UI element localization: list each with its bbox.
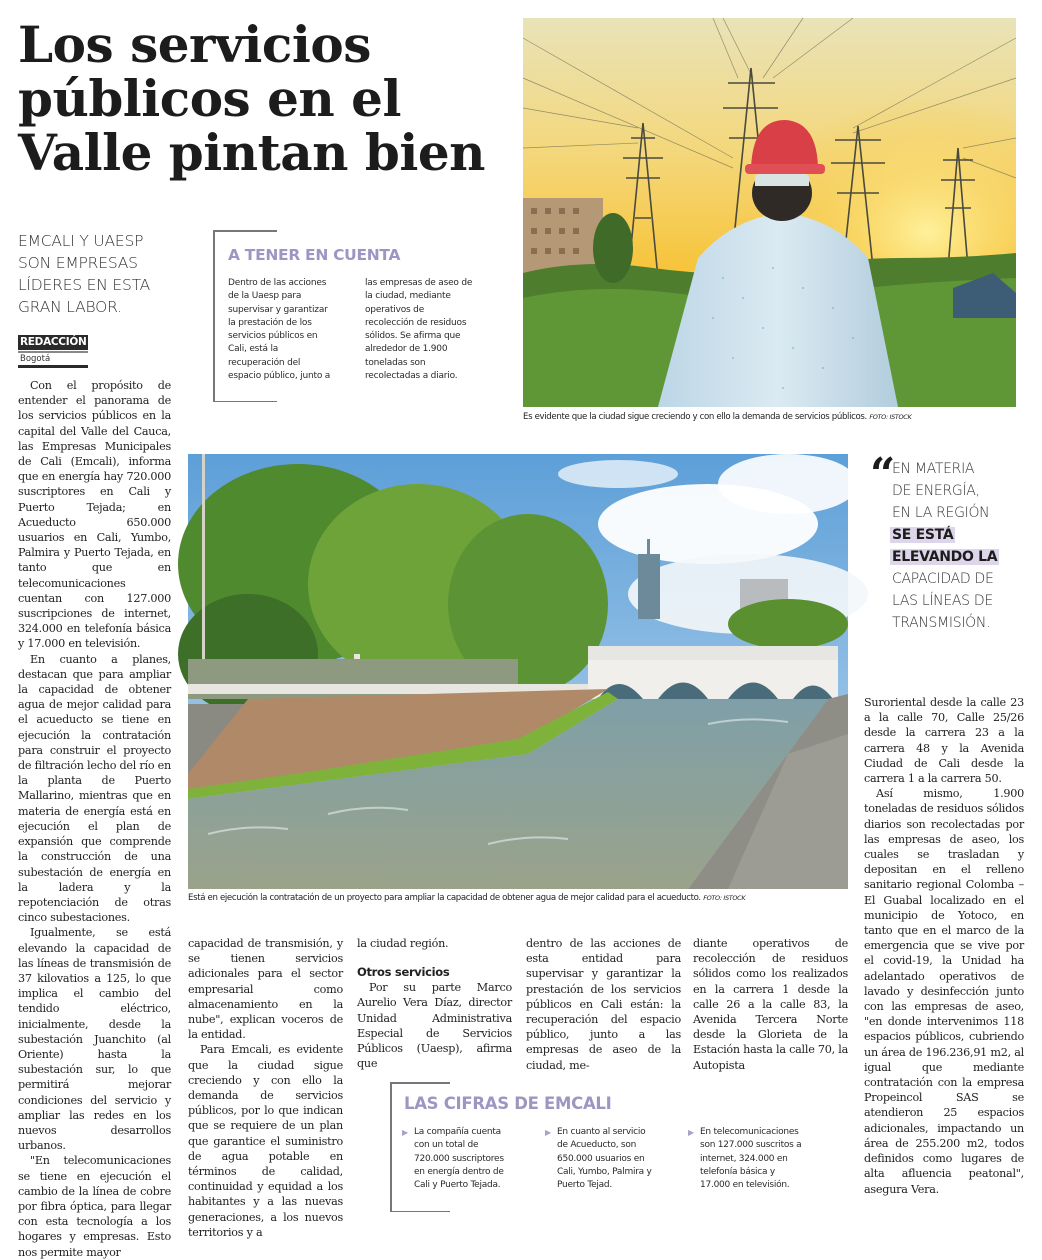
photo-illustration	[523, 18, 1016, 407]
info-box-line: las empresas de aseo de	[365, 278, 473, 288]
body-paragraph: "En telecomunicaciones se tiene en ejecución el cambio de la línea de cobre por fibra óptica, para llegar con esta tecnología a los hogares y empresas. Esto nos permite mayor	[18, 1154, 171, 1259]
info-box-line: supervisar y garantizar	[228, 304, 328, 315]
stat-line: de Acueducto, son	[557, 1140, 637, 1151]
box-border	[390, 1211, 450, 1213]
subheadline-line: EMCALI Y UAESP	[18, 232, 144, 250]
body-paragraph: Así mismo, 1.900 toneladas de residuos sólidos diarios son recolectadas por las empresas de aseo, los cuales se trasladan y depositan en el relleno sanitario regional Colomba – El Guabal localizado en el municipio de Yotoco, en tanto que en el marco de la emergencia que se vive por el covid-19, la Unidad ha adelantado operativos de lavado y desinfección junto con las empresas de aseo, "en donde intervenimos 118 espacios públicos, cubriendo un área de 196.236,91 m2, al igual que mediante contratación con la empresa Propeincol SAS se atendieron 25 espacios adicionales, impactando un área de 255.200 m2, todos definidos como lugares de alta afluencia peatonal", asegura Vera.	[864, 787, 1024, 1196]
stat-item	[688, 1126, 831, 1192]
stat-line: En cuanto al servicio	[557, 1127, 646, 1137]
stat-line: internet, 324.000 en	[700, 1153, 788, 1164]
byline-divider	[18, 365, 88, 368]
photo-caption	[523, 411, 911, 423]
pull-quote-highlight: ELEVANDO LA	[892, 549, 998, 565]
info-box-line: sólidos. Se afirma que	[365, 331, 461, 342]
info-box-line: la ciudad, mediante	[365, 291, 451, 302]
caption-text: Es evidente que la ciudad sigue creciendo y con ello la demanda de servicios públicos.	[523, 412, 867, 422]
info-box-line: toneladas son	[365, 357, 426, 368]
stat-line: 17.000 en televisión.	[700, 1180, 790, 1191]
pull-quote-line: EN LA REGIÓN	[892, 505, 990, 521]
subheadline	[18, 230, 193, 318]
stat-line: Cali, Yumbo, Palmira y	[557, 1166, 652, 1177]
stat-item	[545, 1126, 688, 1192]
body-column-2	[188, 936, 343, 1240]
body-paragraph: Suroriental desde la calle 23 a la calle 70, Calle 25/26 desde la carrera 23 a la carrera 48 y la Avenida Ciudad de Cali desde la carrera 1 a la carrera 50.	[864, 696, 1024, 786]
info-box-line: operativos de	[365, 304, 425, 315]
headline	[18, 15, 518, 182]
box-border	[213, 401, 277, 403]
byline-author: REDACCIÓN	[20, 336, 87, 348]
triangle-right-icon: ▶	[402, 1128, 409, 1137]
headline-line: públicos en el	[18, 69, 401, 128]
photo-river-bridge	[188, 454, 848, 889]
info-box-cifras-emcali	[390, 1082, 860, 1212]
info-box-line: Dentro de las acciones	[228, 278, 327, 288]
photo-engineer-power-towers	[523, 18, 1016, 407]
box-border	[213, 230, 277, 232]
body-paragraph: Para Emcali, es evidente que la ciudad sigue creciendo y con ello la demanda de servicios públicos, por lo que indican que se requiere de un plan que garantice el suministro de agua potable en términos de calidad, continuidad y equidad a los habitantes y a las nuevas generaciones, a los nuevos territorios y a	[188, 1043, 343, 1239]
pull-quote-line: TRANSMISIÓN.	[892, 615, 991, 631]
body-column-6	[864, 695, 1024, 1197]
body-paragraph: Igualmente, se está elevando la capacidad de las líneas de transmisión de 37 kilovatios a 125, lo que implica el cambio del tendido eléctrico, inicialmente, desde la subestación Juanchito (al Oriente) hasta la subestación sur, lo que permitirá mejorar condiciones del servicio y ampliar las redes en los nuevos desarrollos urbanos.	[18, 926, 171, 1153]
info-box-line: recolectadas a diario.	[365, 371, 458, 382]
photo-credit: FOTO: ISTOCK	[703, 894, 746, 902]
info-box-line: servicios públicos en	[228, 331, 318, 342]
info-box-line: de la Uaesp para	[228, 291, 302, 302]
stat-item	[402, 1126, 545, 1192]
headline-line: Valle pintan bien	[18, 123, 485, 182]
stat-line: 720.000 suscriptores	[414, 1153, 504, 1164]
box-border	[390, 1082, 392, 1212]
box-border	[390, 1082, 450, 1084]
stat-line: 650.000 usuarios en	[557, 1153, 645, 1164]
body-paragraph: dentro de las acciones de esta entidad para supervisar y garantizar la prestación de los servicios públicos en Cali están: la recuperación del espacio público, junto a las empresas de aseo de la ciudad, me-	[526, 937, 681, 1072]
headline-line: Los servicios	[18, 15, 371, 74]
stat-line: telefonía básica y	[700, 1166, 775, 1177]
photo-credit: FOTO: ISTOCK	[869, 413, 912, 421]
body-column-5	[693, 936, 848, 1073]
info-box-line: espacio público, junto a	[228, 371, 331, 382]
triangle-right-icon: ▶	[688, 1128, 695, 1137]
byline	[18, 335, 88, 368]
box-border	[213, 230, 215, 402]
subheadline-line: SON EMPRESAS	[18, 254, 138, 272]
pull-quote-line: CAPACIDAD DE	[892, 571, 994, 587]
photo-caption	[188, 892, 745, 904]
stat-line: Cali y Puerto Tejada.	[414, 1180, 501, 1191]
triangle-right-icon: ▶	[545, 1128, 552, 1137]
pull-quote-line: DE ENERGÍA,	[892, 483, 980, 499]
body-paragraph: En cuanto a planes, destacan que para ampliar la capacidad de obtener agua de mejor calidad para el acueducto se tiene en ejecución la contratación para construir el proyecto de filtración lecho del río en la planta de Puerto Mallarino, mientras que en materia de energía está en ejecución el plan de expansión que comprende la construcción de una subestación de energía en la ladera y la repotenciación de otras cinco subestaciones.	[18, 652, 171, 925]
info-box-line: la prestación de los	[228, 317, 312, 328]
body-paragraph: capacidad de transmisión, y se tienen servicios adicionales para el sector empresarial como almacenamiento en la nube", explican voceros de la entidad.	[188, 937, 343, 1042]
photo-illustration	[188, 454, 848, 889]
body-column-1	[18, 378, 171, 1260]
info-box-a-tener-en-cuenta	[213, 230, 503, 402]
caption-text: Está en ejecución la contratación de un proyecto para ampliar la capacidad de obtener agua de mejor calidad para el acueducto.	[188, 893, 701, 903]
pull-quote-highlight: SE ESTÁ	[892, 527, 954, 543]
info-box-line: alrededor de 1.900	[365, 344, 448, 355]
body-paragraph: Por su parte Marco Aurelio Vera Díaz, director Unidad Administrativa Especial de Servicios Públicos (Uaesp), afirma que	[357, 981, 512, 1071]
body-column-4	[526, 936, 681, 1073]
info-box-title: A TENER EN CUENTA	[228, 246, 401, 264]
info-box-line: Cali, está la	[228, 344, 279, 355]
pull-quote-line: EN MATERIA	[892, 461, 975, 477]
pull-quote-line: LAS LÍNEAS DE	[892, 593, 993, 609]
info-box-title: LAS CIFRAS DE EMCALI	[404, 1094, 612, 1113]
body-paragraph: Con el propósito de entender el panorama de los servicios públicos en la capital del Valle del Cauca, las Empresas Municipales de Cali (Emcali), informa que en energía hay 720.000 suscriptores en Cali y Puerto Tejada; en Acueducto 650.000 usuarios en Cali, Yumbo, Palmira y Puerto Tejada, en tanto que en telecomunicaciones cuentan con 127.000 suscripciones de internet, 324.000 en telefonía básica y 17.000 en televisión.	[18, 379, 171, 651]
info-box-line: recolección de residuos	[365, 317, 467, 328]
stat-line: en energía dentro de	[414, 1166, 504, 1177]
info-box-line: recuperación del	[228, 357, 301, 368]
body-paragraph: la ciudad región.	[357, 937, 449, 950]
stat-line: La compañía cuenta	[414, 1127, 501, 1137]
section-subheading: Otros servicios	[357, 965, 450, 980]
stat-line: con un total de	[414, 1140, 479, 1151]
body-paragraph: diante operativos de recolección de residuos sólidos como los realizados en la carrera 1 desde la calle 26 a la calle 83, la Avenida Tercera Norte desde la Glorieta de la Estación hasta la calle 70, la Autopista	[693, 937, 848, 1072]
subheadline-line: GRAN LABOR.	[18, 298, 122, 316]
stat-line: Puerto Tejad.	[557, 1180, 612, 1191]
body-column-3	[357, 936, 512, 1071]
subheadline-line: LÍDERES EN ESTA	[18, 276, 151, 294]
byline-location: Bogotá	[20, 354, 51, 364]
stat-line: son 127.000 suscritos a	[700, 1140, 802, 1151]
quote-mark-icon: “	[870, 449, 896, 500]
pull-quote-text	[892, 458, 999, 634]
info-box-column	[228, 277, 353, 383]
info-box-column	[365, 277, 490, 383]
stat-line: En telecomunicaciones	[700, 1127, 799, 1137]
